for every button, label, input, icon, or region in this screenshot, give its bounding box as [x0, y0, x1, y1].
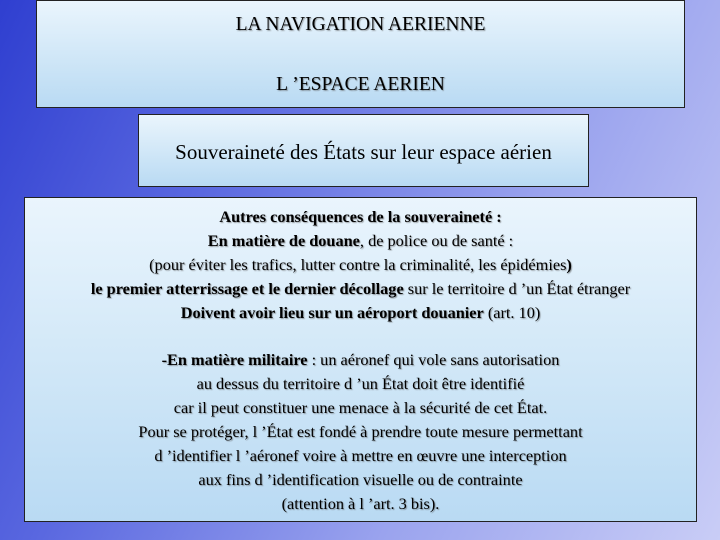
- customs-paragraph: [25, 205, 696, 325]
- sovereignty-heading: Souveraineté des États sur leur espace aérien: [175, 140, 552, 164]
- military-line-5: d ’identifier l ’aéronef voire à mettre en œuvre une interception: [154, 446, 567, 465]
- military-line: [25, 348, 696, 372]
- airport-line: [25, 301, 696, 325]
- military-line-6: aux fins d ’identification visuelle ou de contrainte: [198, 470, 523, 489]
- customs-line: [25, 229, 696, 253]
- consequences-heading: Autres conséquences de la souveraineté :: [219, 207, 502, 226]
- military-line-3: car il peut constituer une menace à la sécurité de cet État.: [173, 398, 548, 417]
- customs-term: En matière de douane: [207, 231, 360, 250]
- military-line-4: Pour se protéger, l ’État est fondé à prendre toute mesure permettant: [138, 422, 583, 441]
- title-box: [36, 0, 685, 108]
- landing-line: [25, 277, 696, 301]
- airport-term: Doivent avoir lieu sur un aéroport douanier: [180, 303, 484, 322]
- landing-rest: sur le territoire d ’un État étranger: [403, 279, 631, 298]
- military-term: -En matière militaire: [161, 350, 308, 369]
- purpose-close: ): [566, 255, 572, 274]
- slide-subtitle: L ’ESPACE AERIEN: [276, 74, 445, 95]
- purpose-line: [25, 253, 696, 277]
- slide-title: LA NAVIGATION AERIENNE: [235, 14, 486, 35]
- customs-rest: , de police ou de santé :: [359, 231, 514, 250]
- sovereignty-box: [138, 114, 589, 187]
- airport-rest: (art. 10): [483, 303, 541, 322]
- content-box: [24, 197, 697, 522]
- landing-term: le premier atterrissage et le dernier décollage: [90, 279, 404, 298]
- military-paragraph: [25, 348, 696, 516]
- purpose-text: (pour éviter les trafics, lutter contre la criminalité, les épidémies: [149, 255, 567, 274]
- military-rest: : un aéronef qui vole sans autorisation: [307, 350, 560, 369]
- military-line-2: au dessus du territoire d ’un État doit être identifié: [196, 374, 525, 393]
- consequences-line: [25, 205, 696, 229]
- military-line-7: (attention à l ’art. 3 bis).: [281, 494, 440, 513]
